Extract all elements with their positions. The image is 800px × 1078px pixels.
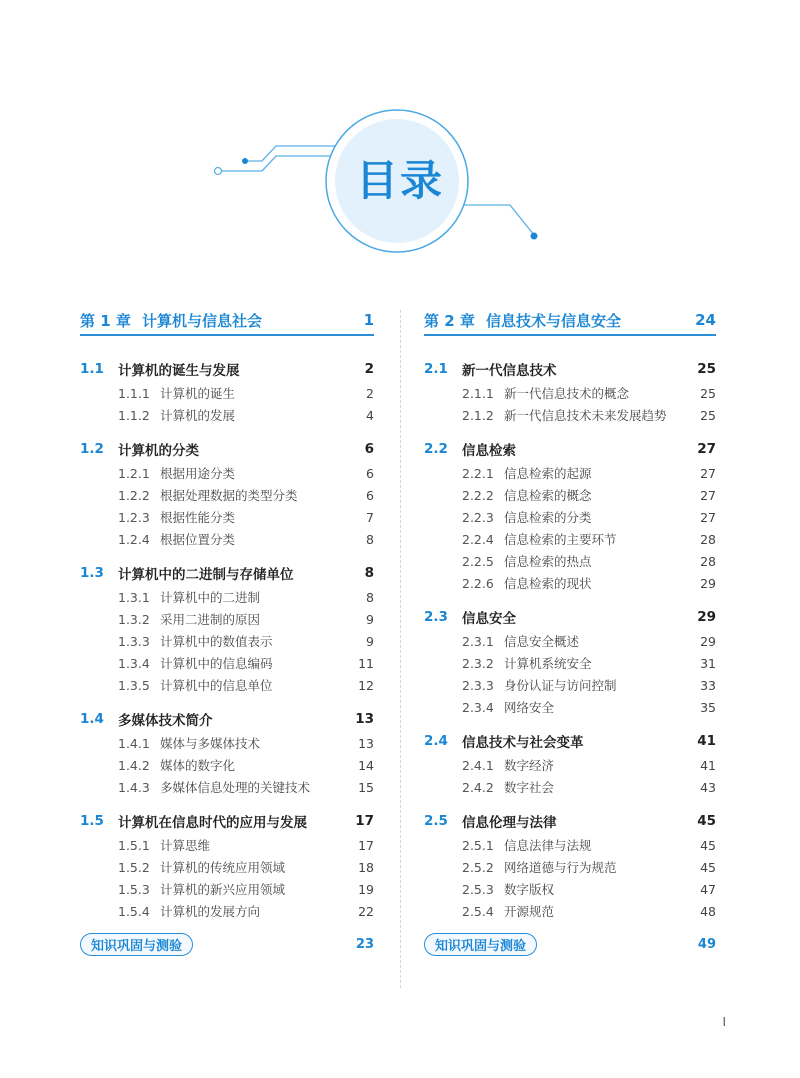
subsection-page: 35 (700, 699, 716, 715)
section-heading[interactable] (80, 808, 374, 834)
subsection-number: 2.2.2 (462, 487, 494, 503)
subsection-page: 29 (700, 633, 716, 649)
subsection-title: 身份认证与访问控制 (504, 678, 617, 693)
subsection-number: 2.2.1 (462, 465, 494, 481)
subsection-entry[interactable] (80, 404, 374, 426)
subsection-number: 2.3.2 (462, 655, 494, 671)
chapter-label (80, 310, 262, 331)
subsection-page: 22 (358, 903, 374, 919)
section-heading[interactable] (424, 604, 716, 630)
chapter-number: 第 1 章 (80, 311, 131, 330)
subsection-entry[interactable] (424, 900, 716, 922)
subsection-title: 根据位置分类 (160, 532, 236, 547)
subsection-title: 新一代信息技术的概念 (504, 386, 630, 401)
review-quiz-entry[interactable] (424, 932, 716, 956)
section-number: 1.4 (80, 711, 104, 727)
circuit-line-right (455, 205, 534, 235)
subsection-page: 13 (358, 735, 374, 751)
subsection-page: 17 (358, 837, 374, 853)
subsection-page: 25 (700, 385, 716, 401)
subsection-title: 计算机的传统应用领域 (160, 860, 286, 875)
circuit-node-right (531, 233, 538, 240)
subsection-entry[interactable] (424, 652, 716, 674)
subsection-entry[interactable] (80, 754, 374, 776)
review-quiz-page: 49 (697, 936, 716, 952)
subsection-number: 1.2.2 (118, 487, 150, 503)
subsection-page: 12 (358, 677, 374, 693)
subsection-page: 9 (366, 611, 374, 627)
subsection-page: 9 (366, 633, 374, 649)
subsection-title: 数字经济 (504, 758, 555, 773)
subsection-number: 2.2.4 (462, 531, 494, 547)
subsection-page: 33 (700, 677, 716, 693)
subsection-page: 11 (358, 655, 374, 671)
chapter-spacer (424, 336, 716, 356)
section-title: 信息检索 (462, 443, 516, 459)
subsection-entry[interactable] (424, 630, 716, 652)
subsection-entry[interactable] (424, 674, 716, 696)
subsection-number: 1.2.3 (118, 509, 150, 525)
toc-section (424, 808, 716, 922)
circuit-node-left-lower (215, 168, 222, 175)
section-heading[interactable] (80, 706, 374, 732)
subsection-number: 2.1.1 (462, 385, 494, 401)
subsection-title: 信息检索的起源 (504, 466, 592, 481)
section-number: 1.3 (80, 565, 104, 581)
section-title: 信息安全 (462, 611, 516, 627)
section-title: 多媒体技术简介 (118, 713, 213, 729)
subsection-entry[interactable] (424, 754, 716, 776)
subsection-page: 25 (700, 407, 716, 423)
section-heading[interactable] (424, 436, 716, 462)
subsection-entry[interactable] (424, 550, 716, 572)
subsection-entry[interactable] (80, 630, 374, 652)
subsection-title: 计算机中的信息单位 (160, 678, 273, 693)
circuit-line-left-lower (218, 156, 330, 171)
section-page: 6 (364, 441, 374, 457)
subsection-title: 计算机中的二进制 (160, 590, 261, 605)
subsection-entry[interactable] (424, 696, 716, 718)
subsection-title: 信息安全概述 (504, 634, 580, 649)
subsection-page: 18 (358, 859, 374, 875)
subsection-entry[interactable] (424, 528, 716, 550)
subsection-page: 4 (366, 407, 374, 423)
subsection-title: 计算机的诞生 (160, 386, 236, 401)
subsection-number: 1.4.1 (118, 735, 150, 751)
subsection-title: 媒体的数字化 (160, 758, 236, 773)
subsection-page: 29 (700, 575, 716, 591)
subsection-entry[interactable] (80, 834, 374, 856)
subsection-entry[interactable] (424, 834, 716, 856)
chapter-title: 计算机与信息社会 (142, 311, 263, 330)
subsection-number: 1.3.4 (118, 655, 150, 671)
subsection-number: 2.5.4 (462, 903, 494, 919)
subsection-number: 2.3.4 (462, 699, 494, 715)
subsection-number: 1.1.2 (118, 407, 150, 423)
subsection-entry[interactable] (80, 776, 374, 798)
chapter-spacer (80, 336, 374, 356)
subsection-title: 信息检索的主要环节 (504, 532, 617, 547)
subsection-entry[interactable] (80, 506, 374, 528)
subsection-number: 2.2.5 (462, 553, 494, 569)
subsection-title: 采用二进制的原因 (160, 612, 261, 627)
subsection-entry[interactable] (80, 878, 374, 900)
section-title: 信息伦理与法律 (462, 815, 557, 831)
section-page: 13 (355, 711, 374, 727)
page-number-footer: I (722, 1015, 726, 1029)
subsection-number: 2.5.1 (462, 837, 494, 853)
subsection-entry[interactable] (424, 506, 716, 528)
subsection-title: 计算机的发展方向 (160, 904, 261, 919)
subsection-entry[interactable] (424, 484, 716, 506)
section-title: 新一代信息技术 (462, 363, 557, 379)
subsection-number: 2.2.6 (462, 575, 494, 591)
section-title: 计算机中的二进制与存储单位 (118, 567, 294, 583)
subsection-title: 计算机系统安全 (504, 656, 592, 671)
subsection-number: 2.3.3 (462, 677, 494, 693)
subsection-title: 网络安全 (504, 700, 555, 715)
subsection-number: 2.3.1 (462, 633, 494, 649)
toc-section (80, 436, 374, 550)
chapter-page: 24 (695, 311, 716, 329)
subsection-page: 8 (366, 531, 374, 547)
circuit-node-left-upper (242, 158, 248, 164)
subsection-number: 1.1.1 (118, 385, 150, 401)
subsection-entry[interactable] (80, 484, 374, 506)
subsection-page: 2 (366, 385, 374, 401)
subsection-number: 2.5.2 (462, 859, 494, 875)
subsection-title: 信息检索的分类 (504, 510, 592, 525)
subsection-entry[interactable] (424, 462, 716, 484)
subsection-number: 2.1.2 (462, 407, 494, 423)
subsection-number: 1.5.3 (118, 881, 150, 897)
subsection-entry[interactable] (424, 572, 716, 594)
chapter-number: 第 2 章 (424, 311, 475, 330)
section-number: 2.5 (424, 813, 448, 829)
column-divider (400, 310, 401, 988)
section-page: 25 (697, 361, 716, 377)
toc-section (80, 706, 374, 798)
toc-section (80, 808, 374, 922)
subsection-title: 计算机中的信息编码 (160, 656, 273, 671)
subsection-page: 19 (358, 881, 374, 897)
subsection-page: 28 (700, 553, 716, 569)
subsection-entry[interactable] (80, 674, 374, 696)
subsection-entry[interactable] (424, 856, 716, 878)
section-number: 2.4 (424, 733, 448, 749)
review-quiz-entry[interactable] (80, 932, 374, 956)
chapter-heading[interactable] (424, 308, 716, 336)
subsection-title: 根据用途分类 (160, 466, 236, 481)
toc-column-chapter-1 (80, 308, 374, 956)
section-heading[interactable] (424, 728, 716, 754)
section-number: 2.1 (424, 361, 448, 377)
subsection-number: 1.3.5 (118, 677, 150, 693)
subsection-title: 信息检索的现状 (504, 576, 592, 591)
subsection-page: 7 (366, 509, 374, 525)
section-title: 计算机在信息时代的应用与发展 (118, 815, 307, 831)
section-number: 2.2 (424, 441, 448, 457)
section-title: 计算机的分类 (118, 443, 199, 459)
toc-section (424, 436, 716, 594)
subsection-title: 信息检索的热点 (504, 554, 592, 569)
subsection-page: 8 (366, 589, 374, 605)
subsection-page: 41 (700, 757, 716, 773)
toc-section (424, 604, 716, 718)
toc-section (424, 356, 716, 426)
subsection-entry[interactable] (80, 856, 374, 878)
review-quiz-label: 知识巩固与测验 (424, 933, 537, 956)
section-number: 1.1 (80, 361, 104, 377)
subsection-title: 网络道德与行为规范 (504, 860, 617, 875)
subsection-entry[interactable] (424, 382, 716, 404)
subsection-page: 15 (358, 779, 374, 795)
chapter-label (424, 310, 621, 331)
section-page: 45 (697, 813, 716, 829)
subsection-entry[interactable] (80, 732, 374, 754)
subsection-entry[interactable] (424, 878, 716, 900)
subsection-page: 28 (700, 531, 716, 547)
subsection-title: 媒体与多媒体技术 (160, 736, 261, 751)
section-page: 8 (364, 565, 374, 581)
subsection-page: 27 (700, 465, 716, 481)
subsection-title: 多媒体信息处理的关键技术 (160, 780, 311, 795)
subsection-title: 信息法律与法规 (504, 838, 592, 853)
section-heading[interactable] (80, 436, 374, 462)
chapter-title: 信息技术与信息安全 (486, 311, 622, 330)
subsection-number: 1.3.2 (118, 611, 150, 627)
subsection-title: 新一代信息技术未来发展趋势 (504, 408, 667, 423)
subsection-entry[interactable] (80, 586, 374, 608)
subsection-number: 2.4.1 (462, 757, 494, 773)
subsection-title: 开源规范 (504, 904, 555, 919)
subsection-title: 数字社会 (504, 780, 555, 795)
section-number: 2.3 (424, 609, 448, 625)
toc-column-chapter-2 (424, 308, 716, 956)
subsection-entry[interactable] (80, 652, 374, 674)
subsection-number: 1.2.4 (118, 531, 150, 547)
subsection-title: 数字版权 (504, 882, 555, 897)
subsection-entry[interactable] (80, 528, 374, 550)
section-title: 信息技术与社会变革 (462, 735, 584, 751)
subsection-number: 1.5.1 (118, 837, 150, 853)
subsection-title: 计算机的新兴应用领域 (160, 882, 286, 897)
subsection-page: 27 (700, 487, 716, 503)
subsection-number: 1.4.2 (118, 757, 150, 773)
subsection-number: 1.4.3 (118, 779, 150, 795)
subsection-page: 6 (366, 487, 374, 503)
page-title: 目录 (355, 156, 444, 205)
subsection-number: 1.3.3 (118, 633, 150, 649)
subsection-page: 14 (358, 757, 374, 773)
section-number: 1.5 (80, 813, 104, 829)
section-heading[interactable] (424, 356, 716, 382)
section-page: 41 (697, 733, 716, 749)
subsection-title: 计算机的发展 (160, 408, 236, 423)
chapter-page: 1 (363, 311, 374, 329)
subsection-page: 27 (700, 509, 716, 525)
subsection-number: 2.5.3 (462, 881, 494, 897)
subsection-number: 1.5.2 (118, 859, 150, 875)
subsection-page: 31 (700, 655, 716, 671)
chapter-heading[interactable] (80, 308, 374, 336)
section-heading[interactable] (424, 808, 716, 834)
subsection-entry[interactable] (80, 462, 374, 484)
section-page: 27 (697, 441, 716, 457)
subsection-number: 1.2.1 (118, 465, 150, 481)
subsection-title: 信息检索的概念 (504, 488, 592, 503)
section-page: 2 (364, 361, 374, 377)
subsection-title: 计算思维 (160, 838, 211, 853)
review-quiz-label: 知识巩固与测验 (80, 933, 193, 956)
subsection-number: 2.2.3 (462, 509, 494, 525)
section-page: 29 (697, 609, 716, 625)
toc-section (80, 560, 374, 696)
subsection-entry[interactable] (424, 404, 716, 426)
subsection-entry[interactable] (80, 382, 374, 404)
subsection-page: 48 (700, 903, 716, 919)
section-heading[interactable] (80, 560, 374, 586)
subsection-page: 43 (700, 779, 716, 795)
subsection-page: 45 (700, 837, 716, 853)
subsection-title: 根据性能分类 (160, 510, 236, 525)
subsection-entry[interactable] (424, 776, 716, 798)
subsection-entry[interactable] (80, 900, 374, 922)
subsection-page: 6 (366, 465, 374, 481)
review-quiz-page: 23 (355, 936, 374, 952)
toc-section (80, 356, 374, 426)
subsection-page: 47 (700, 881, 716, 897)
section-title: 计算机的诞生与发展 (118, 363, 240, 379)
subsection-number: 2.4.2 (462, 779, 494, 795)
subsection-title: 计算机中的数值表示 (160, 634, 273, 649)
section-heading[interactable] (80, 356, 374, 382)
section-number: 1.2 (80, 441, 104, 457)
subsection-entry[interactable] (80, 608, 374, 630)
subsection-number: 1.5.4 (118, 903, 150, 919)
subsection-title: 根据处理数据的类型分类 (160, 488, 298, 503)
subsection-page: 45 (700, 859, 716, 875)
toc-section (424, 728, 716, 798)
section-page: 17 (355, 813, 374, 829)
subsection-number: 1.3.1 (118, 589, 150, 605)
